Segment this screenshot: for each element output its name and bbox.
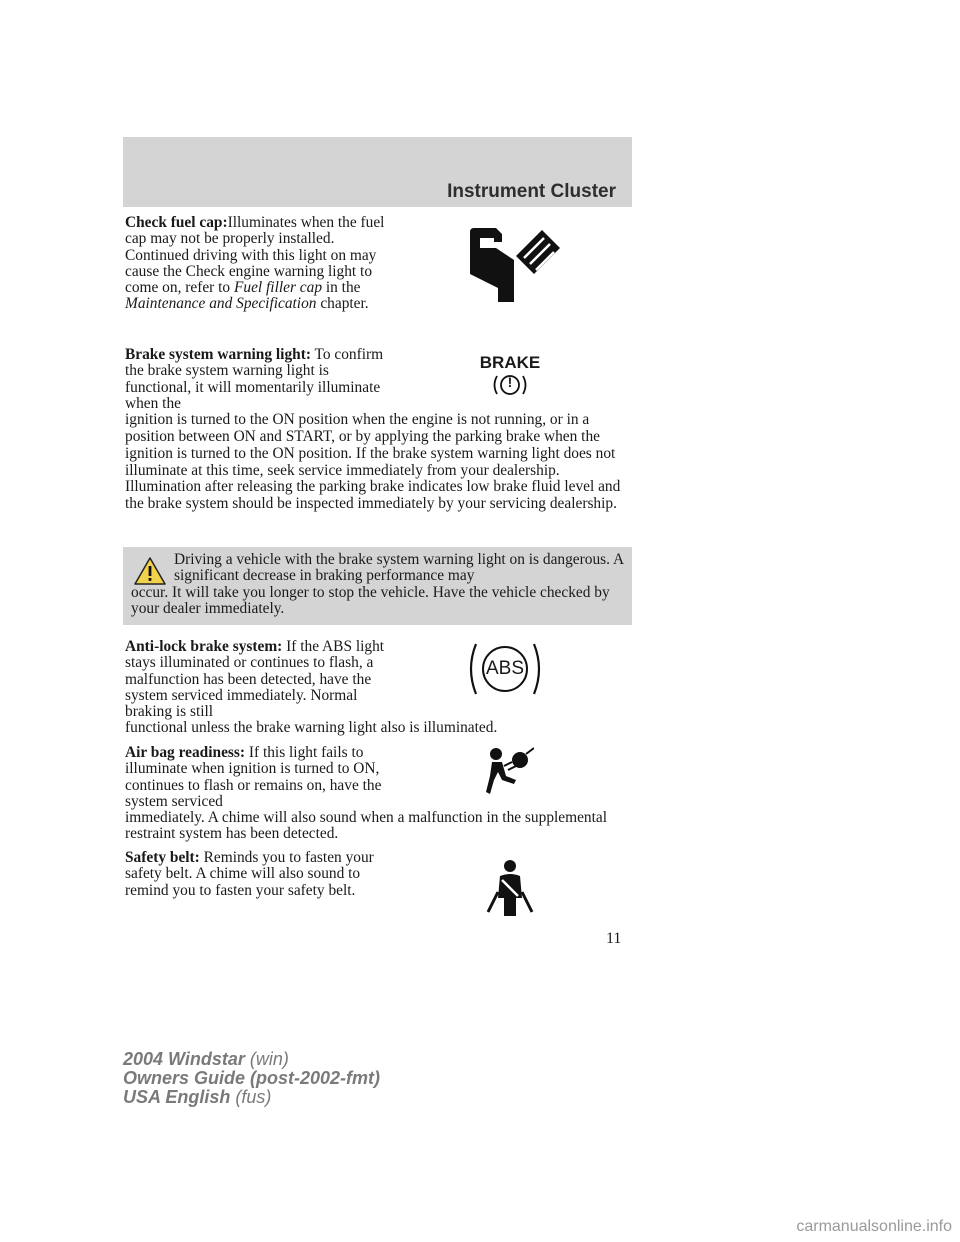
brake-lead — [125, 347, 387, 412]
fuel-cap-text-2: in the — [322, 279, 361, 297]
brake-lead-text: To confirm the brake system warning light is functional, it will momentarily illuminate when the — [125, 346, 384, 412]
warning-text-line1: Driving a vehicle with the brake system warning light on is dangerous. A significant decrease in braking performance may — [174, 551, 624, 585]
fuel-cap-term: Check fuel cap: — [125, 214, 228, 231]
fuel-filler-cap-ref: Fuel filler cap — [233, 279, 323, 297]
section-brake — [125, 347, 630, 513]
airbag-body: immediately. A chime will also sound when a malfunction in the supplemental restraint system has been detected. — [125, 809, 608, 843]
brake-icon-symbol: ! — [507, 374, 513, 390]
section-abs — [125, 639, 630, 737]
header-band — [123, 137, 632, 207]
footer-language-code: (fus) — [230, 1087, 272, 1107]
fuel-cap-icon — [466, 226, 562, 306]
airbag-lead-text: If this light fails to illuminate when ignition is turned to ON, continues to flash or remains on, have the system serviced — [125, 744, 382, 810]
airbag-icon — [482, 746, 534, 796]
page-title: Instrument Cluster — [447, 181, 616, 202]
abs-icon-label: ABS — [485, 658, 525, 679]
safety-belt-term: Safety belt: — [125, 849, 200, 866]
abs-lead — [125, 639, 387, 720]
footer — [123, 1050, 380, 1107]
brake-term: Brake system warning light: — [125, 346, 311, 363]
abs-body: functional unless the brake warning light also is illuminated. — [125, 719, 498, 737]
airbag-lead — [125, 745, 387, 810]
fuel-cap-paragraph — [125, 215, 387, 313]
page-number: 11 — [606, 930, 622, 947]
warning-text — [131, 552, 626, 617]
fuel-cap-text-3: chapter. — [316, 295, 369, 313]
warning-text-line2: occur. It will take you longer to stop the vehicle. Have the vehicle checked by your dealer immediately. — [131, 583, 610, 617]
section-safety-belt — [125, 850, 630, 899]
warning-box — [123, 547, 632, 625]
airbag-term: Air bag readiness: — [125, 744, 245, 761]
brake-warning-icon — [478, 353, 542, 399]
safety-belt-lead-text: Reminds you to fasten your safety belt. A chime will also sound to remind you to fasten your safety belt. — [125, 849, 374, 899]
abs-lead-text: If the ABS light stays illuminated or continues to flash, a malfunction has been detected, have the system serviced immediately. Normal braking is still — [125, 638, 385, 721]
safety-belt-lead — [125, 850, 387, 899]
footer-model: 2004 Windstar — [123, 1049, 245, 1069]
abs-icon — [466, 638, 544, 700]
maintenance-chapter-ref: Maintenance and Specification — [125, 295, 317, 313]
footer-language: USA English — [123, 1087, 231, 1107]
seatbelt-icon — [486, 858, 534, 920]
section-airbag — [125, 745, 630, 843]
footer-guide: Owners Guide (post-2002-fmt) — [123, 1068, 381, 1088]
abs-term: Anti-lock brake system: — [125, 638, 283, 655]
watermark: carmanualsonline.info — [796, 1218, 952, 1235]
brake-icon-label: BRAKE — [479, 353, 541, 372]
footer-model-code: (win) — [244, 1049, 289, 1069]
brake-body: ignition is turned to the ON position when the engine is not running, or in a position between ON and START, or by applying the parking brake when the ignition is turned to the ON position. If the brake system warning light does not illuminate at this time, seek service immediately from your dealership. Illumination after releasing the parking brake indicates low brake fluid level and the brake system should be inspected immediately by your servicing dealership. — [125, 411, 621, 513]
fuel-cap-text: Illuminates when the fuel cap may not be properly installed. Continued driving with this light on may cause the Check engine warning light to come on, refer to — [125, 214, 385, 297]
